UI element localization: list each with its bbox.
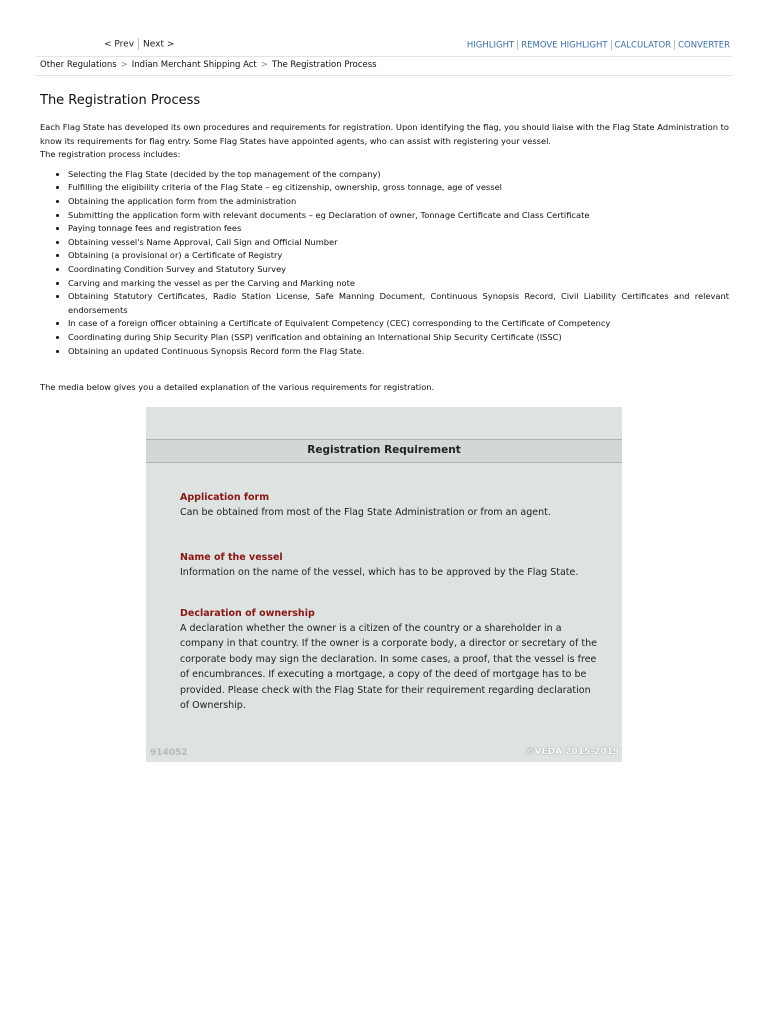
requirement-heading: Declaration of ownership: [180, 608, 315, 619]
top-toolbar: [40, 36, 730, 56]
media-panel[interactable]: [146, 407, 622, 762]
requirement-declaration-ownership: [180, 606, 600, 713]
list-item: • Coordinating Condition Survey and Statutory Survey: [68, 263, 729, 277]
media-note: The media below gives you a detailed explanation of the various requirements for registration.: [40, 382, 435, 392]
media-title-bar: [146, 439, 622, 463]
highlight-button[interactable]: HIGHLIGHT: [466, 40, 515, 51]
breadcrumb-separator: >: [260, 60, 268, 70]
calculator-button[interactable]: CALCULATOR: [614, 40, 672, 51]
process-intro: The registration process includes:: [40, 149, 181, 160]
intro-paragraph: Each Flag State has developed its own procedures and requirements for registration. Upon identifying the flag, you should liaise with the Flag State Administration to know its requirements for flag entry. Some Flag States have appointed agents, who can assist with registering your vessel.: [40, 122, 729, 146]
media-code: 914052: [150, 748, 188, 758]
list-item: • Obtaining Statutory Certificates, Radio Station License, Safe Manning Document, Continuous Synopsis Record, Civil Liability Certificates and relevant endorsements: [68, 290, 729, 317]
requirement-heading: Application form: [180, 492, 270, 503]
requirement-text: Can be obtained from most of the Flag State Administration or from an agent.: [180, 507, 551, 518]
list-item: • Obtaining vessel's Name Approval, Call Sign and Official Number: [68, 236, 729, 250]
list-item: • Coordinating during Ship Security Plan (SSP) verification and obtaining an International Ship Security Certificate (ISSC): [68, 331, 729, 345]
list-item: • Obtaining (a provisional or) a Certificate of Registry: [68, 249, 729, 263]
breadcrumb: [40, 60, 377, 70]
list-item: • Fulfilling the eligibility criteria of the Flag State – eg citizenship, ownership, gross tonnage, age of vessel: [68, 181, 729, 195]
list-item: • In case of a foreign officer obtaining a Certificate of Equivalent Competency (CEC) corresponding to the Certificate of Competency: [68, 317, 729, 331]
list-item: • Obtaining an updated Continuous Synopsis Record form the Flag State.: [68, 345, 729, 359]
breadcrumb-bar: [36, 56, 732, 76]
list-item: • Selecting the Flag State (decided by the top management of the company): [68, 168, 729, 182]
pager: [104, 38, 174, 50]
breadcrumb-item-merchant-shipping-act[interactable]: Indian Merchant Shipping Act: [131, 60, 257, 70]
requirement-application-form: [180, 490, 600, 520]
prev-button[interactable]: < Prev: [104, 39, 135, 50]
requirement-vessel-name: [180, 550, 600, 580]
media-title: Registration Requirement: [307, 444, 461, 456]
list-item: • Carving and marking the vessel as per the Carving and Marking note: [68, 277, 729, 291]
tool-links: [467, 40, 730, 51]
requirement-text: Information on the name of the vessel, which has to be approved by the Flag State.: [180, 567, 579, 578]
list-item: • Submitting the application form with relevant documents – eg Declaration of owner, Tonnage Certificate and Class Certificate: [68, 209, 729, 223]
steps-list: [40, 168, 729, 358]
divider: [517, 40, 518, 50]
list-item: • Paying tonnage fees and registration fees: [68, 222, 729, 236]
content-body: [40, 121, 729, 358]
requirement-heading: Name of the vessel: [180, 552, 283, 563]
breadcrumb-item-current: The Registration Process: [271, 60, 377, 70]
divider: [674, 40, 675, 50]
remove-highlight-button[interactable]: REMOVE HIGHLIGHT: [521, 40, 608, 51]
converter-button[interactable]: CONVERTER: [678, 40, 730, 51]
breadcrumb-item-other-regulations[interactable]: Other Regulations: [40, 60, 117, 70]
breadcrumb-separator: >: [120, 60, 128, 70]
copyright-label: ©VEDA 2015-2019: [525, 747, 619, 757]
requirement-text: A declaration whether the owner is a citizen of the country or a shareholder in a company in that country. If the owner is a corporate body, a director or secretary of the corporate body may sign the declaration. In some cases, a proof, that the vessel is free of encumbrances. If executing a mortgage, a copy of the deed of mortgage has to be provided. Please check with the Flag State for their requirement regarding declaration of Ownership.: [180, 623, 597, 712]
divider: [138, 38, 139, 50]
list-item: • Obtaining the application form from the administration: [68, 195, 729, 209]
divider: [611, 40, 612, 50]
next-button[interactable]: Next >: [143, 39, 175, 50]
page-title: The Registration Process: [40, 93, 201, 108]
